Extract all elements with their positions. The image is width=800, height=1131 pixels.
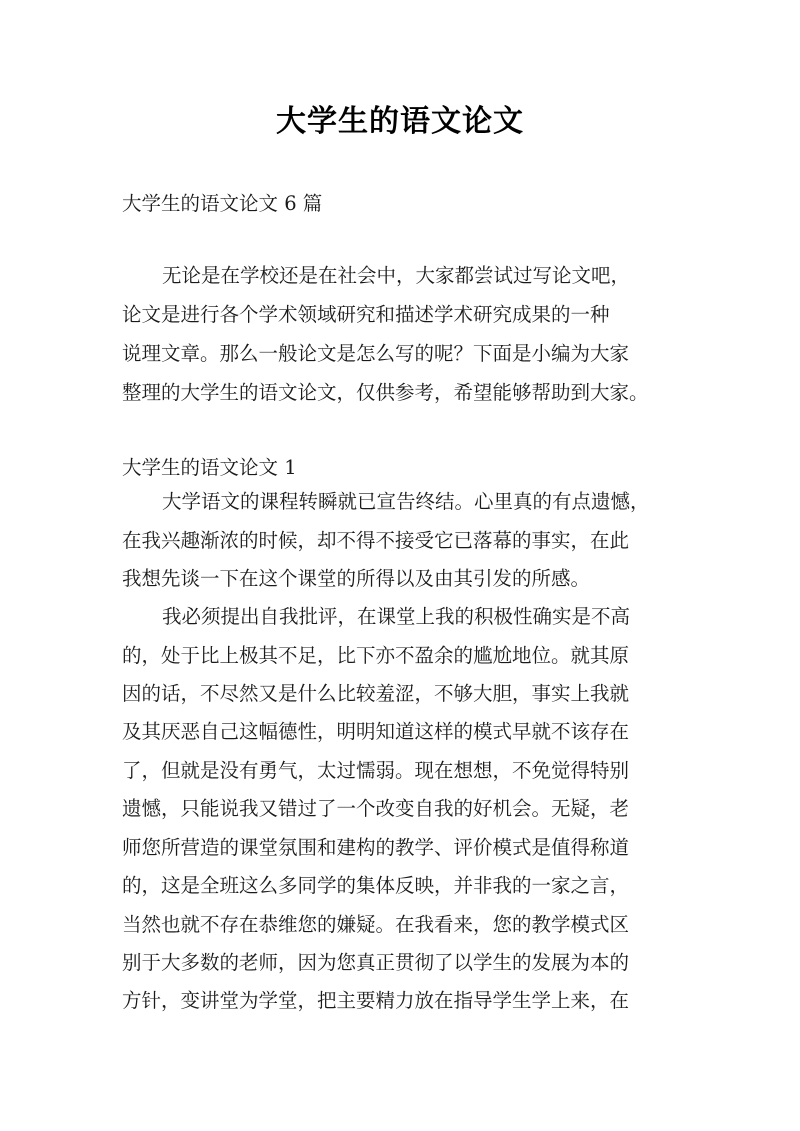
paragraph-line: 的，处于比上极其不足，比下亦不盈余的尴尬地位。就其原 (122, 644, 630, 667)
paragraph-line: 师您所营造的课堂氛围和建构的教学、评价模式是值得称道 (122, 836, 630, 859)
paragraph-line: 当然也就不存在恭维您的嫌疑。在我看来，您的教学模式区 (122, 913, 630, 936)
document-subtitle: 大学生的语文论文 6 篇 (122, 192, 323, 215)
intro-line: 整理的大学生的语文论文，仅供参考，希望能够帮助到大家。 (122, 381, 649, 404)
paragraph-line: 大学语文的课程转瞬就已宣告终结。心里真的有点遗憾， (162, 490, 650, 513)
intro-line: 论文是进行各个学术领域研究和描述学术研究成果的一种 (122, 303, 610, 326)
paragraph-line: 了，但就是没有勇气，太过懦弱。现在想想，不免觉得特别 (122, 759, 630, 782)
intro-line: 无论是在学校还是在社会中，大家都尝试过写论文吧， (162, 264, 631, 287)
paragraph-line: 因的话，不尽然又是什么比较羞涩，不够大胆，事实上我就 (122, 682, 630, 705)
paragraph-line: 遗憾，只能说我又错过了一个改变自我的好机会。无疑，老 (122, 797, 630, 820)
paragraph-line: 在我兴趣渐浓的时候，却不得不接受它已落幕的事实，在此 (122, 529, 630, 552)
paragraph-line: 我想先谈一下在这个课堂的所得以及由其引发的所感。 (122, 567, 591, 590)
document-title: 大学生的语文论文 (276, 104, 524, 139)
paragraph-line: 的，这是全班这么多同学的集体反映，并非我的一家之言， (122, 874, 630, 897)
intro-line: 说理文章。那么一般论文是怎么写的呢？下面是小编为大家 (122, 342, 630, 365)
paragraph-line: 我必须提出自我批评，在课堂上我的积极性确实是不高 (162, 605, 631, 628)
section-heading: 大学生的语文论文 1 (122, 456, 297, 479)
paragraph-line: 方针，变讲堂为学堂，把主要精力放在指导学生学上来，在 (122, 989, 630, 1012)
paragraph-line: 别于大多数的老师，因为您真正贯彻了以学生的发展为本的 (122, 951, 630, 974)
paragraph-line: 及其厌恶自己这幅德性，明明知道这样的模式早就不该存在 (122, 720, 630, 743)
